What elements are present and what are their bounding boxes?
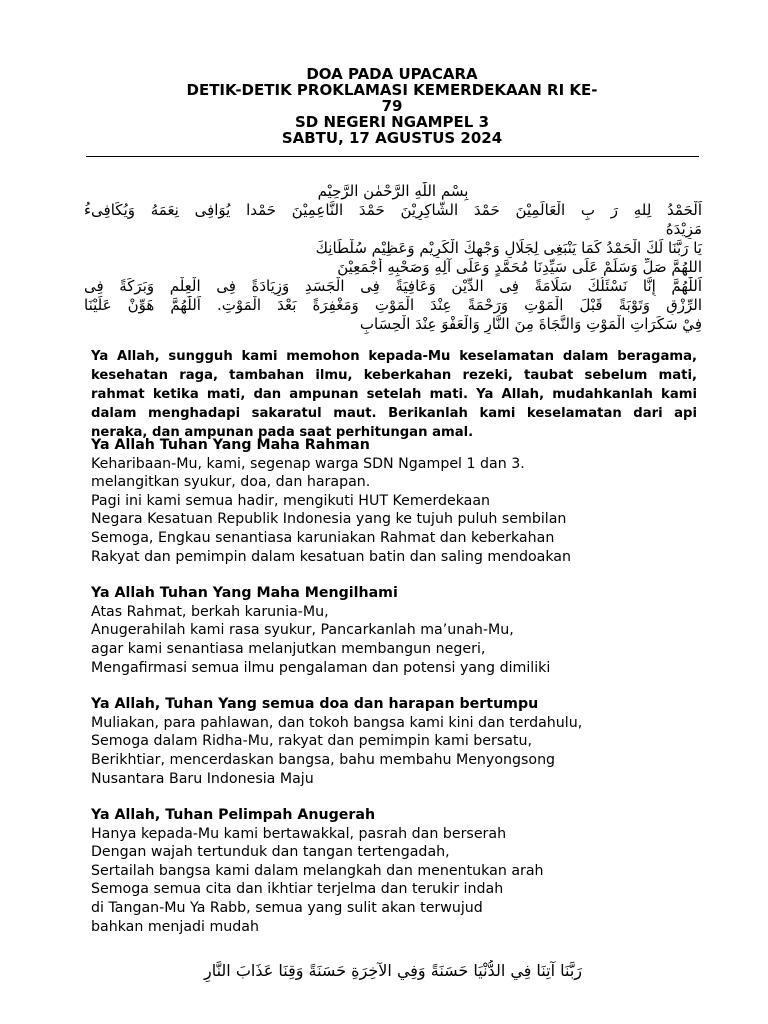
arabic-line: اَلْحَمْدُ لِلهِ رَ بِ الْعَالَمِيْنَ حَمْدَ الشَّاكِرِيْنَ حَمْدَ النَّاعِمِيْنَ حَمْدا يُوَافِى نِعَمَهُ وَيُكَافِىءُ — [84, 201, 702, 219]
stanza — [91, 436, 711, 566]
stanza-line: Rakyat dan pemimpin dalam kesatuan batin dan saling mendoakan — [91, 548, 571, 565]
arabic-line: مَزِيْدَهُ — [665, 220, 702, 238]
arabic-line: يَا رَبَّنَا لَكَ الْحَمْدُ كَمَا يَنْبَغِى لِجَلَالِ وَجْهِكَ الْكَرِيْمِ وَعَظِيْمِ سُلْطَانِكَ — [315, 239, 702, 257]
stanza — [91, 695, 711, 788]
stanza-line: Muliakan, para pahlawan, dan tokoh bangsa kami kini dan terdahulu, — [91, 714, 583, 731]
basmalah: بِسْمِ اللّٰهِ الرَّحْمٰنِ الرَّحِيْمِ — [317, 182, 469, 200]
stanza-line: Sertailah bangsa kami dalam melangkah dan menentukan arah — [91, 862, 544, 879]
prayer-translation: Ya Allah, sungguh kami memohon kepada-Mu keselamatan dalam beragama, kesehatan raga, tambahan ilmu, keberkahan rezeki, taubat sebelum mati, rahmat ketika mati, dan ampunan setelah mati. Ya Allah, mudahkanlah kami dalam menghadapi sakaratul maut. Berikanlah kami keselamatan dari api neraka, dan ampunan pada saat perhitungan amal. — [91, 349, 697, 440]
stanza-line: Anugerahilah kami rasa syukur, Pancarkanlah ma’unah-Mu, — [91, 622, 514, 639]
arabic-line: اللهُمَّ صَلِّ وَسَلِّمْ عَلَى سَيِّدِنَا مُحَمَّدٍ وَعَلَى آلِهِ وَصَحْبِهِ أَجْمَعِيْنَ — [337, 258, 702, 276]
arabic-line: فِيْ سَكَرَاتِ الْمَوْتِ وَالنَّجَاةَ مِنَ النَّارِ وَالْعَفْوَ عِنْدَ الْحِسَابِ — [359, 315, 702, 333]
stanza-title: Ya Allah Tuhan Yang Maha Rahman — [91, 437, 370, 453]
header-date: SABTU, 17 AGUSTUS 2024 — [281, 129, 503, 147]
stanza — [91, 806, 711, 936]
stanza-line: Hanya kepada-Mu kami bertawakkal, pasrah dan berserah — [91, 825, 507, 842]
closing-arabic-prayer: رَبَّنَا آتِنَا فِي الدُّنْيَا حَسَنَةً وَفِي الآخِرَةِ حَسَنَةً وَقِنَا عَذَابَ النَّارِ — [203, 961, 582, 980]
header-title: DOA PADA UPACARA — [306, 65, 478, 83]
stanza-line: di Tangan-Mu Ya Rabb, semua yang sulit akan terwujud — [91, 900, 483, 917]
stanza-line: Nusantara Baru Indonesia Maju — [91, 770, 314, 787]
stanza-title: Ya Allah Tuhan Yang Maha Mengilhami — [91, 585, 398, 602]
stanza-line: bahkan menjadi mudah — [91, 918, 259, 935]
prayer-verses — [91, 436, 711, 954]
stanza-line: Mengafirmasi semua ilmu pengalaman dan potensi yang dimiliki — [91, 659, 551, 676]
document-header — [86, 66, 698, 146]
arabic-prayer — [84, 182, 702, 334]
header-divider — [86, 156, 699, 157]
stanza-line: Negara Kesatuan Republik Indonesia yang ke tujuh puluh sembilan — [91, 511, 567, 528]
stanza-title: Ya Allah, Tuhan Yang semua doa dan harapan bertumpu — [91, 696, 539, 713]
stanza-line: agar kami senantiasa melanjutkan membangun negeri, — [91, 640, 486, 657]
stanza-title: Ya Allah, Tuhan Pelimpah Anugerah — [91, 807, 376, 824]
header-subtitle: DETIK-DETIK PROKLAMASI KEMERDEKAAN RI KE- — [186, 81, 598, 99]
stanza-line: Berikhtiar, mencerdaskan bangsa, bahu membahu Menyongsong — [91, 751, 556, 768]
stanza-line: Atas Rahmat, berkah karunia-Mu, — [91, 603, 329, 620]
stanza-line: Dengan wajah tertunduk dan tangan tertengadah, — [91, 844, 450, 861]
arabic-line: اَللّٰهُمَّ إِنَّا نَسْئَلُكَ سَلَامَةً فِى الدِّيْنِ وَعَافِيَةً فِى الْجَسَدِ وَزِيَادَةً فِى الْعِلْمِ وَبَرَكَةً فِى — [84, 277, 702, 295]
stanza-line: Keharibaan-Mu, kami, segenap warga SDN Ngampel 1 dan 3. — [91, 455, 525, 472]
stanza-line: melangitkan syukur, doa, dan harapan. — [91, 474, 371, 491]
stanza-line: Semoga dalam Ridha-Mu, rakyat dan pemimpin kami bersatu, — [91, 733, 532, 750]
header-edition: 79 — [381, 97, 403, 115]
header-school: SD NEGERI NGAMPEL 3 — [294, 113, 490, 131]
stanza-line: Pagi ini kami semua hadir, mengikuti HUT Kemerdekaan — [91, 492, 491, 509]
stanza-line: Semoga, Engkau senantiasa karuniakan Rahmat dan keberkahan — [91, 529, 555, 546]
arabic-line: الرِّزْقِ وَتَوْبَةً قَبْلَ الْمَوْتِ وَرَحْمَةً عِنْدَ الْمَوْتِ وَمَغْفِرَةً بَعْدَ الْمَوْتِ. اَللّٰهُمَّ هَوِّنْ عَلَيْنَا — [84, 296, 702, 314]
stanza-line: Semoga semua cita dan ikhtiar terjelma dan terukir indah — [91, 881, 504, 898]
stanza — [91, 584, 711, 677]
